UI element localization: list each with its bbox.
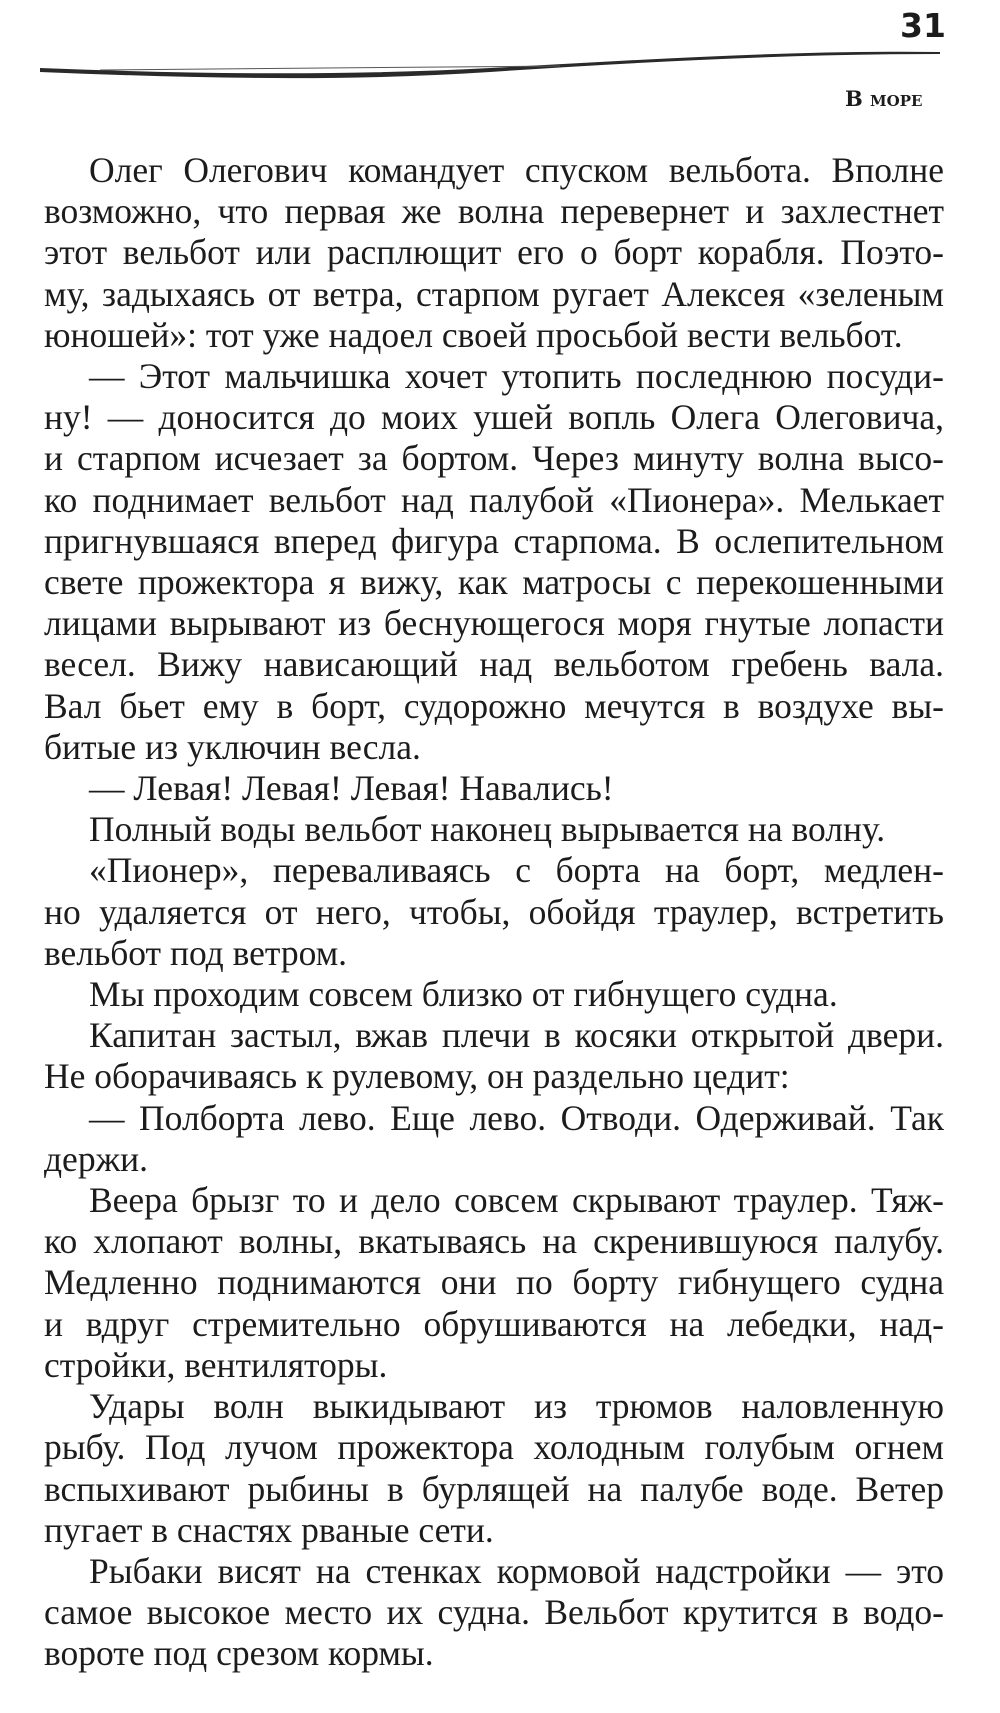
text-line: вспыхивают рыбины в бурлящей на палубе воде. Ветер [44, 1468, 944, 1509]
text-line: свете прожектора я вижу, как матросы с перекошенными [44, 562, 944, 603]
text-line: Медленно поднимаются они по борту гибнущего судна [44, 1262, 944, 1303]
text-line: му, задыхаясь от ветра, старпом ругает Алексея «зеленым [44, 273, 944, 314]
decorative-wave-rule [40, 48, 940, 88]
text-line: весел. Вижу нависающий над вельботом гребень вала. [44, 644, 944, 685]
text-line: ко поднимает вельбот над палубой «Пионера». Мелькает [44, 479, 944, 520]
text-line: пугает в снастях рваные сети. [44, 1509, 494, 1550]
text-line: Мы проходим совсем близко от гибнущего судна. [89, 974, 838, 1015]
text-line: Веера брызг то и дело совсем скрывают траулер. Тяж- [89, 1180, 944, 1221]
text-line: стройки, вентиляторы. [44, 1344, 388, 1385]
text-line: «Пионер», переваливаясь с борта на борт, медлен- [89, 850, 944, 891]
text-line: пригнувшаяся вперед фигура старпома. В ослепительном [44, 520, 944, 561]
text-line: юношей»: тот уже надоел своей просьбой вести вельбот. [44, 314, 903, 355]
text-line: и старпом исчезает за бортом. Через минуту волна высо- [44, 438, 944, 479]
text-line: битые из уключин весла. [44, 726, 421, 767]
text-line: лицами вырывают из беснующегося моря гнутые лопасти [44, 603, 944, 644]
text-line: ко хлопают волны, вкатываясь на скренившуюся палубу. [44, 1221, 944, 1262]
text-line: Полный воды вельбот наконец вырывается на волну. [89, 809, 886, 850]
running-head: В море [845, 86, 923, 111]
text-line: вороте под срезом кормы. [44, 1633, 434, 1674]
text-line: самое высокое место их судна. Вельбот крутится в водо- [44, 1592, 944, 1633]
text-line: Рыбаки висят на стенках кормовой надстройки — это [89, 1550, 944, 1591]
text-line: этот вельбот или расплющит его о борт корабля. Поэто- [44, 232, 944, 273]
text-line: Капитан застыл, вжав плечи в косяки открытой двери. [89, 1015, 944, 1056]
text-line: — Этот мальчишка хочет утопить последнюю посуди- [89, 356, 944, 397]
body-text [44, 150, 944, 1675]
text-line: но удаляется от него, чтобы, обойдя траулер, встретить [44, 891, 944, 932]
text-line: рыбу. Под лучом прожектора холодным голубым огнем [44, 1427, 944, 1468]
text-line: возможно, что первая же волна перевернет и захлестнет [44, 191, 944, 232]
text-line: Вал бьет ему в борт, судорожно мечутся в воздухе вы- [44, 685, 944, 726]
text-line: Удары волн выкидывают из трюмов наловленную [89, 1386, 944, 1427]
text-line: держи. [44, 1138, 148, 1179]
text-line: — Левая! Левая! Левая! Навались! [89, 768, 614, 809]
text-line: Олег Олегович командует спуском вельбота. Вполне [89, 150, 944, 190]
text-line: Не оборачиваясь к рулевому, он раздельно цедит: [44, 1056, 790, 1097]
page-number: 31 [900, 6, 946, 45]
text-line: ну! — доносится до моих ушей вопль Олега Олеговича, [44, 397, 944, 438]
text-line: и вдруг стремительно обрушиваются на лебедки, над- [44, 1303, 944, 1344]
text-line: — Полборта лево. Еще лево. Отводи. Одерживай. Так [89, 1097, 944, 1138]
text-line: вельбот под ветром. [44, 932, 348, 973]
